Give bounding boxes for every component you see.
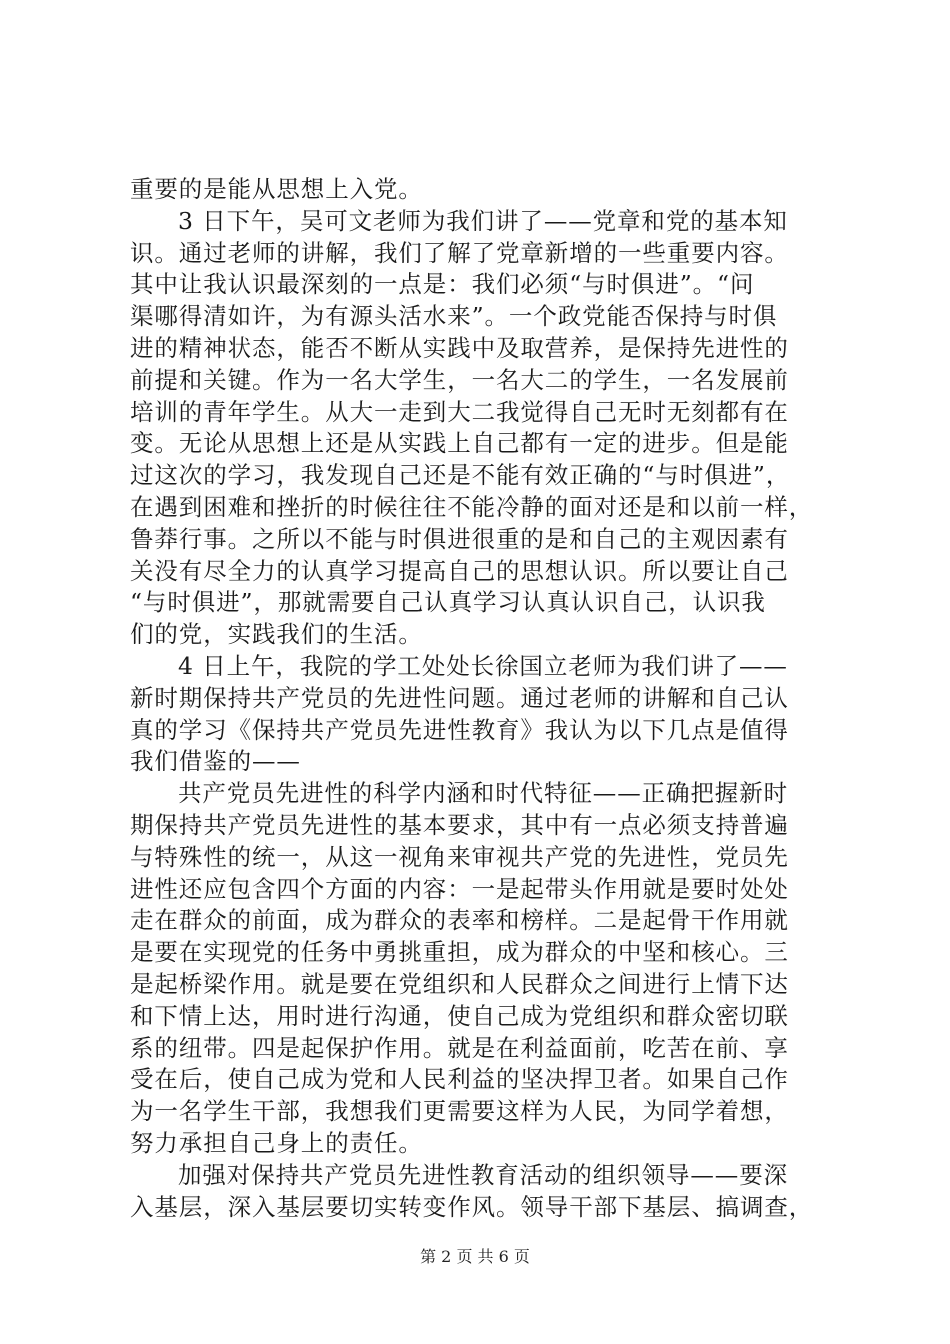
text-line: 前提和关键。作为一名大学生，一名大二的学生，一名发展前 (130, 365, 789, 394)
text-line: 新时期保持共产党员的先进性问题。通过老师的讲解和自己认 (130, 683, 789, 712)
text-line: 我们借鉴的—— (130, 747, 301, 776)
paragraph-first-line: 共产党员先进性的科学内涵和时代特征——正确把握新时 (178, 779, 788, 808)
text-line: 鲁莽行事。之所以不能与时俱进很重的是和自己的主观因素有 (130, 524, 789, 553)
text-line: 识。通过老师的讲解，我们了解了党章新增的一些重要内容。 (130, 238, 789, 267)
text-line: 和下情上达，用时进行沟通，使自己成为党组织和群众密切联 (130, 1001, 789, 1030)
text-line: 变。无论从思想上还是从实践上自己都有一定的进步。但是能 (130, 429, 789, 458)
text-line: 进的精神状态，能否不断从实践中及取营养，是保持先进性的 (130, 333, 789, 362)
text-line: 培训的青年学生。从大一走到大二我觉得自己无时无刻都有在 (130, 397, 789, 426)
text-line: 们的党，实践我们的生活。 (130, 620, 423, 649)
text-line: 在遇到困难和挫折的时候往往不能冷静的面对还是和以前一样， (130, 492, 814, 521)
text-line: 渠哪得清如许，为有源头活水来”。一个政党能否保持与时俱 (130, 302, 778, 331)
text-line: 重要的是能从思想上入党。 (130, 175, 423, 203)
text-line: 进性还应包含四个方面的内容：一是起带头作用就是要时处处 (130, 874, 789, 903)
text-line: 系的纽带。四是起保护作用。就是在利益面前，吃苦在前、享 (130, 1033, 789, 1062)
text-line: “与时俱进”，那就需要自己认真学习认真认识自己，认识我 (130, 588, 766, 617)
text-line: 期保持共产党员先进性的基本要求，其中有一点必须支持普遍 (130, 810, 789, 839)
text-line: 过这次的学习，我发现自己还是不能有效正确的“与时俱进”， (130, 461, 791, 490)
paragraph-first-line: 加强对保持共产党员先进性教育活动的组织领导——要深 (178, 1160, 788, 1189)
text-line: 走在群众的前面，成为群众的表率和榜样。二是起骨干作用就 (130, 906, 789, 935)
text-line: 入基层，深入基层要切实转变作风。领导干部下基层、搞调查， (130, 1192, 814, 1221)
paragraph-first-line: 4 日上午，我院的学工处处长徐国立老师为我们讲了—— (178, 651, 788, 680)
page-number-footer: 第 2 页 共 6 页 (420, 1247, 530, 1266)
text-line: 关没有尽全力的认真学习提高自己的思想认识。所以要让自己 (130, 556, 789, 585)
text-line: 努力承担自己身上的责任。 (130, 1128, 423, 1157)
text-line: 真的学习《保持共产党员先进性教育》我认为以下几点是值得 (130, 715, 789, 744)
text-line: 为一名学生干部，我想我们更需要这样为人民，为同学着想， (130, 1097, 789, 1126)
text-line: 是要在实现党的任务中勇挑重担，成为群众的中坚和核心。三 (130, 938, 789, 967)
text-line: 受在后，使自己成为党和人民利益的坚决捍卫者。如果自己作 (130, 1065, 789, 1094)
paragraph-first-line: 3 日下午，吴可文老师为我们讲了——党章和党的基本知 (178, 206, 788, 235)
text-line: 其中让我认识最深刻的一点是：我们必须“与时俱进”。“问 (130, 270, 755, 299)
body-text (130, 174, 830, 1223)
text-line: 与特殊性的统一，从这一视角来审视共产党的先进性，党员先 (130, 842, 789, 871)
text-line: 是起桥梁作用。就是要在党组织和人民群众之间进行上情下达 (130, 969, 789, 998)
